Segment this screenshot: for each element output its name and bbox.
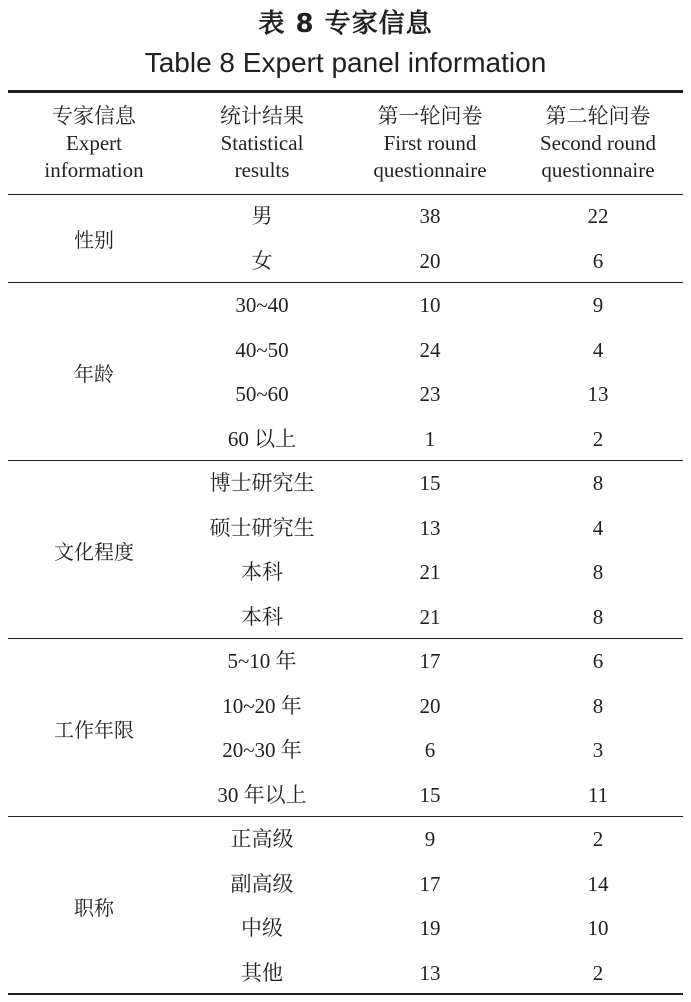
cell-statistical-result: 30 年以上 [217, 782, 307, 807]
group-label: 性别 [74, 228, 114, 253]
cell-second-round: 8 [592, 693, 604, 718]
cell-first-round: 17 [419, 649, 441, 673]
group-divider [8, 816, 683, 817]
cell-first-round: 13 [419, 960, 441, 985]
cell-statistical-result: 中级 [241, 916, 283, 940]
cell-statistical-result: 10~20 年 [222, 693, 302, 718]
cell-second-round: 3 [592, 738, 604, 762]
cell-second-round: 2 [592, 426, 604, 451]
cell-statistical-result: 本科 [241, 604, 283, 629]
cell-second-round: 8 [592, 471, 604, 495]
cell-first-round: 21 [419, 560, 441, 584]
cell-statistical-result: 50~60 [235, 382, 289, 406]
column-header-en2: questionnaire [373, 158, 487, 182]
group-label: 职称 [74, 895, 114, 920]
cell-second-round: 11 [587, 782, 609, 807]
column-header [508, 103, 688, 184]
column-header-en1: Statistical [220, 131, 304, 155]
column-header-en1: First round [383, 131, 477, 155]
column-header-cn: 第一轮问卷 [377, 104, 483, 128]
cell-first-round: 23 [419, 382, 441, 406]
cell-second-round: 6 [592, 649, 604, 673]
cell-first-round: 20 [419, 693, 441, 718]
header-rule [8, 194, 683, 195]
column-header-en1: Second round [539, 131, 657, 155]
cell-statistical-result: 男 [251, 204, 273, 228]
cell-statistical-result: 30~40 [235, 293, 289, 317]
cell-statistical-result: 本科 [241, 560, 283, 584]
column-header-cn: 专家信息 [52, 104, 136, 128]
column-header-cn: 统计结果 [220, 104, 304, 128]
cell-first-round: 10 [419, 293, 441, 317]
cell-second-round: 8 [592, 560, 604, 584]
cell-statistical-result: 硕士研究生 [209, 515, 315, 540]
cell-statistical-result: 其他 [241, 960, 283, 985]
group-divider [8, 282, 683, 283]
cell-statistical-result: 5~10 年 [227, 649, 297, 673]
bottom-rule [8, 993, 683, 996]
cell-second-round: 4 [592, 515, 604, 540]
cell-first-round: 20 [419, 248, 441, 273]
cell-first-round: 15 [419, 471, 441, 495]
cell-second-round: 22 [587, 204, 609, 228]
table-title-en: Table 8 Expert panel information [144, 47, 547, 78]
group-divider [8, 460, 683, 461]
cell-second-round: 2 [592, 827, 604, 851]
cell-second-round: 4 [592, 337, 604, 362]
cell-first-round: 17 [419, 871, 441, 896]
cell-statistical-result: 40~50 [235, 337, 289, 362]
cell-statistical-result: 20~30 年 [222, 738, 302, 762]
cell-first-round: 13 [419, 515, 441, 540]
column-header-en2: results [234, 158, 290, 182]
cell-second-round: 9 [592, 293, 604, 317]
group-label: 年龄 [74, 361, 114, 386]
cell-second-round: 2 [592, 960, 604, 985]
column-header-en2: information [44, 158, 144, 182]
cell-first-round: 9 [424, 827, 436, 851]
cell-first-round: 21 [419, 604, 441, 629]
table-title-cn: 表 8 专家信息 [258, 9, 433, 39]
cell-second-round: 13 [587, 382, 609, 406]
cell-statistical-result: 60 以上 [227, 426, 297, 451]
cell-first-round: 15 [419, 782, 441, 807]
cell-second-round: 8 [592, 604, 604, 629]
cell-first-round: 6 [424, 738, 436, 762]
column-header [4, 103, 184, 184]
column-header [340, 103, 520, 184]
column-header-en1: Expert [66, 131, 122, 155]
group-divider [8, 638, 683, 639]
cell-first-round: 1 [424, 426, 436, 451]
group-label: 工作年限 [54, 717, 134, 742]
cell-second-round: 10 [587, 916, 609, 940]
cell-statistical-result: 女 [251, 248, 273, 273]
group-label: 文化程度 [54, 539, 134, 564]
column-header [172, 103, 352, 184]
column-header-cn: 第二轮问卷 [545, 104, 651, 128]
cell-first-round: 19 [419, 916, 441, 940]
cell-statistical-result: 博士研究生 [209, 471, 315, 495]
column-header-en2: questionnaire [541, 158, 655, 182]
cell-statistical-result: 正高级 [230, 827, 294, 851]
cell-second-round: 14 [587, 871, 609, 896]
top-rule [8, 90, 683, 93]
cell-second-round: 6 [592, 248, 604, 273]
cell-first-round: 38 [419, 204, 441, 228]
cell-first-round: 24 [419, 337, 441, 362]
cell-statistical-result: 副高级 [230, 871, 294, 896]
